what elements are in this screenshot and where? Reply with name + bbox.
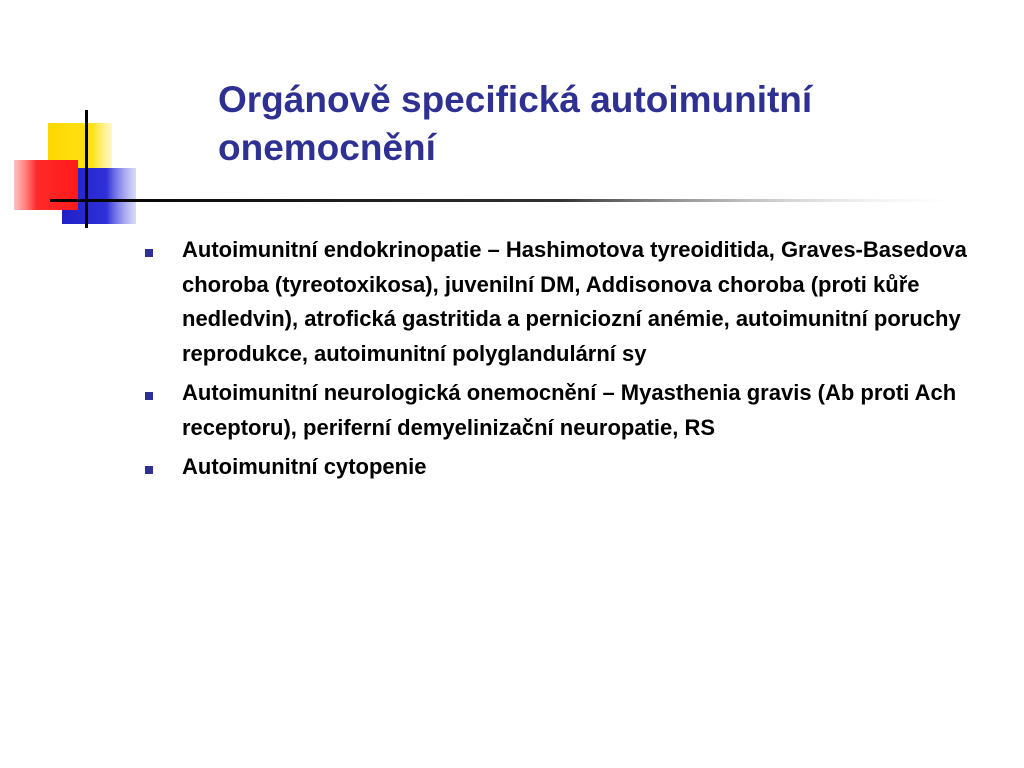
deco-vertical-line: [85, 110, 88, 228]
bullet-text: Autoimunitní endokrinopatie – Hashimotova tyreoiditida, Graves-Basedova choroba (tyreotoxikosa), juvenilní DM, Addisonova choroba (proti kůře nedledvin), atrofická gastritida a perniciozní anémie, autoimunitní poruchy reprodukce, autoimunitní polyglandulární sy: [182, 237, 967, 366]
list-item: [145, 376, 975, 445]
slide-title-line-2: onemocnění: [218, 127, 436, 168]
list-item: [145, 450, 975, 485]
square-bullet-icon: [145, 466, 153, 474]
slide-title-line-1: Orgánově specifická autoimunitní: [218, 79, 813, 120]
bullet-text: Autoimunitní neurologická onemocnění – Myasthenia gravis (Ab proti Ach receptoru), periferní demyelinizační neuropatie, RS: [182, 380, 957, 440]
deco-red-square: [14, 160, 78, 210]
square-bullet-icon: [145, 392, 153, 400]
list-item: [145, 233, 975, 371]
square-bullet-icon: [145, 249, 153, 257]
title-underline-rule: [50, 199, 980, 202]
bullet-list: [145, 233, 975, 490]
slide-title: [218, 76, 998, 172]
bullet-text: Autoimunitní cytopenie: [182, 454, 427, 479]
